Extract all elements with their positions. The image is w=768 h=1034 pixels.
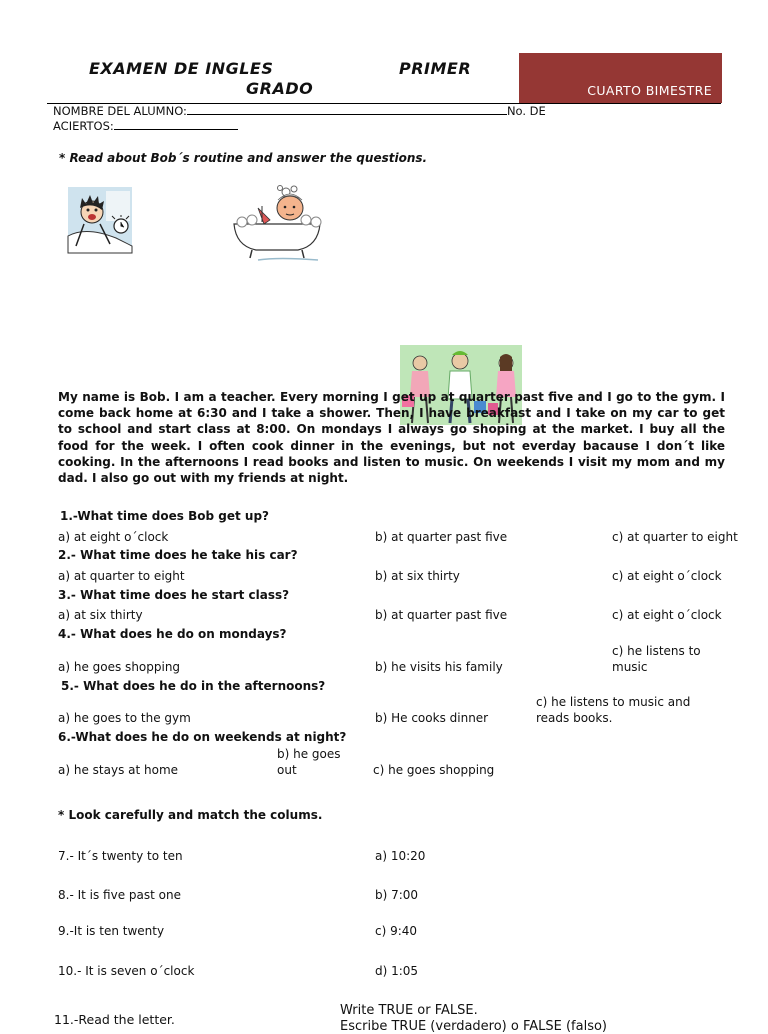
question-3-option-b[interactable]: b) at quarter past five	[375, 608, 508, 622]
reading-instruction: * Read about Bob´s routine and answer the questions.	[59, 151, 428, 165]
question-4-option-b[interactable]: b) he visits his family	[375, 660, 503, 674]
question-6-option-a[interactable]: a) he stays at home	[58, 763, 179, 777]
question-4-option-c[interactable]: c) he listens to music	[612, 644, 701, 674]
question-4: 4.- What does he do on mondays?	[58, 627, 287, 641]
question-5: 5.- What does he do in the afternoons?	[61, 679, 326, 693]
match-right-a: a) 10:20	[375, 849, 426, 863]
student-name-label: NOMBRE DEL ALUMNO:	[53, 104, 187, 118]
question-3-option-c[interactable]: c) at eight o´clock	[612, 608, 722, 622]
exam-title: EXAMEN DE INGLES	[89, 59, 274, 78]
question-4-option-a[interactable]: a) he goes shopping	[58, 660, 181, 674]
exam-title-grade: PRIMER	[399, 59, 472, 78]
match-left-9: 9.-It is ten twenty	[58, 924, 165, 938]
aciertos-row	[53, 119, 238, 133]
child-in-bathtub-illustration	[228, 184, 326, 268]
match-right-d: d) 1:05	[375, 964, 419, 978]
match-left-10: 10.- It is seven o´clock	[58, 964, 195, 978]
aciertos-blank[interactable]	[114, 129, 238, 130]
question-1-option-a[interactable]: a) at eight o´clock	[58, 530, 169, 544]
question-3: 3.- What time does he start class?	[58, 588, 290, 602]
item-11-label: 11.-Read the letter.	[54, 1012, 175, 1027]
match-right-b: b) 7:00	[375, 888, 419, 902]
question-1: 1.-What time does Bob get up?	[60, 509, 269, 523]
match-left-7: 7.- It´s twenty to ten	[58, 849, 183, 863]
question-5-option-a[interactable]: a) he goes to the gym	[58, 711, 191, 725]
exam-title-grade-2: GRADO	[246, 79, 314, 98]
student-name-row	[53, 104, 753, 118]
matching-instruction: * Look carefully and match the colums.	[58, 808, 323, 822]
boy-waking-up-illustration	[66, 186, 134, 258]
true-false-instruction: Write TRUE or FALSE.	[340, 1003, 478, 1018]
question-6: 6.-What does he do on weekends at night?	[58, 730, 347, 744]
question-2-option-c[interactable]: c) at eight o´clock	[612, 569, 722, 583]
question-5-option-c[interactable]: c) he listens to music and reads books.	[536, 695, 691, 725]
bimestre-label: CUARTO BIMESTRE	[587, 83, 712, 98]
question-3-option-a[interactable]: a) at six thirty	[58, 608, 143, 622]
question-6-option-c[interactable]: c) he goes shopping	[373, 763, 495, 777]
aciertos-label: ACIERTOS:	[53, 119, 114, 133]
true-false-subinstruction: Escribe TRUE (verdadero) o FALSE (falso)	[340, 1019, 608, 1034]
question-2: 2.- What time does he take his car?	[58, 548, 298, 562]
question-2-option-a[interactable]: a) at quarter to eight	[58, 569, 185, 583]
bimestre-banner	[519, 53, 722, 103]
question-2-option-b[interactable]: b) at six thirty	[375, 569, 460, 583]
question-6-option-b[interactable]: b) he goes out	[277, 747, 341, 777]
no-de-label: No. DE	[506, 104, 546, 118]
match-left-8: 8.- It is five past one	[58, 888, 181, 902]
match-right-c: c) 9:40	[375, 924, 418, 938]
reading-paragraph: My name is Bob. I am a teacher. Every morning I get up at quarter past five and I go to the gym. I come back home at 6:30 and I take a shower. Then, I have breakfast and I take on my car to get to school and start class at 8:00. On mondays I always go shoping at the market. I buy all the food for the week. I often cook dinner in the evenings, but not everday bacause I don´t like cooking. In the afternoons I read books and listen to music. On weekends I visit my mom and my dad. I also go out with my friends at night.	[58, 390, 725, 486]
question-5-option-b[interactable]: b) He cooks dinner	[375, 711, 489, 725]
question-1-option-b[interactable]: b) at quarter past five	[375, 530, 508, 544]
question-1-option-c[interactable]: c) at quarter to eight	[612, 530, 738, 544]
student-name-blank[interactable]	[187, 114, 507, 115]
